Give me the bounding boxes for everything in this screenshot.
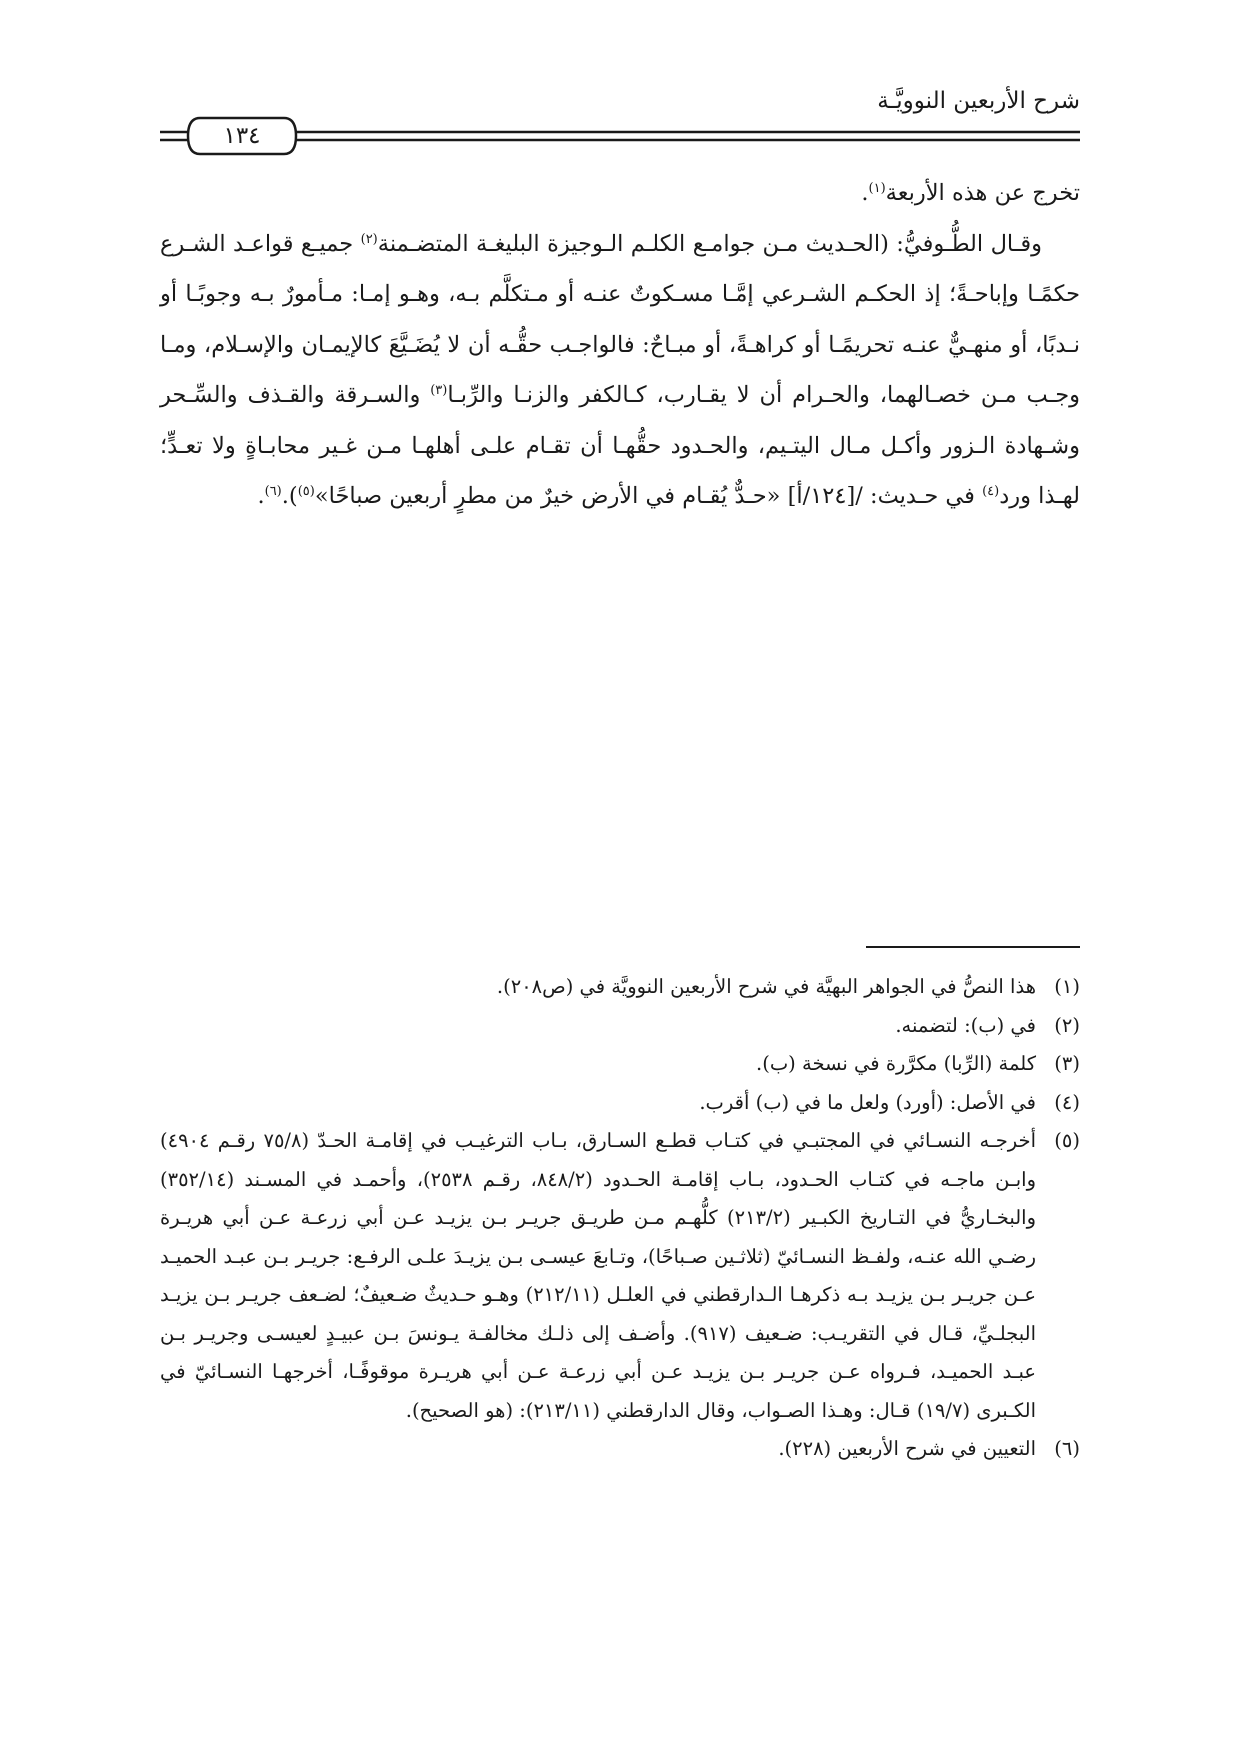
footnote-number: (٣) [1054, 1052, 1080, 1075]
footnote-ref-3[interactable]: (٣) [430, 383, 448, 398]
footnote-ref-2[interactable]: (٢) [360, 231, 378, 247]
header-rule [160, 128, 1080, 148]
footnote-ref-5[interactable]: (٥) [297, 484, 315, 499]
footnote-number: (٦) [1054, 1437, 1080, 1460]
footnote-5 [160, 1122, 1080, 1430]
footnote-ref-1[interactable]: (١) [868, 181, 886, 196]
footnote-6 [160, 1430, 1080, 1469]
paragraph-2-tail: . [257, 483, 265, 509]
footnote-text: في (ب): لتضمنه. [895, 1013, 1036, 1037]
footnote-3 [160, 1045, 1080, 1084]
paragraph-2 [160, 219, 1080, 522]
footnote-number: (٤) [1054, 1090, 1080, 1114]
footnote-ref-6[interactable]: (٦) [264, 484, 282, 499]
footnote-number: (٢) [1054, 1013, 1080, 1037]
footnote-text: هذا النصُّ في الجواهر البهيَّة في شرح الأربعين النوويَّة في (ص٢٠٨). [496, 975, 1036, 998]
paragraph-2-seg3: والسـرقة والقـذف والسِّـحر وشـهادة الـزور وأكـل مـال اليتـيم، والحـدود حقُّهـا أن تقـام علـى أهلهـا مـن غـير محابـاةٍ ولا تعـدٍّ؛ لهـذا ورد [160, 382, 1080, 509]
footnote-number: (١) [1054, 975, 1080, 998]
page-number: ١٣٤ [223, 123, 261, 149]
paragraph-2-seg1: وقـال الطُّـوفيُّ: (الحـديث مـن جوامـع الكلـم الـوجيزة البليغـة المتضـمنة [377, 230, 1042, 257]
footnote-4 [160, 1084, 1080, 1123]
footnote-number: (٥) [1054, 1129, 1080, 1152]
footnote-text: في الأصل: (أورد) ولعل ما في (ب) أقرب. [699, 1090, 1036, 1114]
running-title: شرح الأربعين النوويَّـة [877, 88, 1080, 114]
paragraph-1-tail: . [861, 180, 869, 206]
footnote-ref-4[interactable]: (٤) [982, 484, 1000, 499]
main-text [160, 168, 1080, 522]
paragraph-1 [160, 168, 1080, 219]
footnote-text: التعيين في شرح الأربعين (٢٢٨). [778, 1437, 1036, 1460]
footnote-text: أخرجـه النسـائي في المجتبـي في كتـاب قطـع السـارق، بـاب الترغيـب في إقامـة الحـدّ (٧٥/٨ رقـم ٤٩٠٤) وابـن ماجـه في كتـاب الحـدود، بـاب إقامـة الحـدود (٨٤٨/٢، رقـم ٢٥٣٨)، وأحمـد في المسـند (٣٥٢/١٤) والبخـاريُّ في التـاريخ الكبـير (٢١٣/٢) كلُّهـم مـن طريـق جريـر بـن يزيـد عـن أبي زرعـة عـن أبي هريـرة رضـي الله عنـه، ولفـظ النسـائيّ (ثلاثـين صـباحًا)، وتـابعَ عيسـى بـن يزيـدَ علـى الرفـع: جريـر بـن عبـد الحميـد عـن جريـر بـن يزيـد بـه ذكرهـا الـدارقطني في العلـل (٢١٢/١١) وهـو حـديثٌ ضـعيفٌ؛ لضـعف جريـر بـن يزيـد البجلـيِّ، قـال في التقريـب: ضـعيف (٩١٧). وأضـف إلى ذلـك مخالفـة يـونسَ بـن عبيـدٍ لعيسـى وجريـر بـن عبـد الحميـد، فـرواه عـن جريـر بـن يزيـد عـن أبي زرعـة عـن أبي هريـرة موقوفًـا، أخرجهـا النسـائيّ في الكـبرى (١٩/٧) قـال: وهـذا الصـواب، وقال الدارقطني (٢١٣/١١): (هو الصحيح). [160, 1129, 1036, 1422]
footnote-text: كلمة (الرِّبا) مكرَّرة في نسخة (ب). [756, 1052, 1036, 1075]
footnote-1 [160, 968, 1080, 1007]
paragraph-2-seg2: جميـع قواعـد الشـرع حكمًـا وإباحـةً؛ إذ الحكـم الشـرعي إمَّـا مسـكوتٌ عنـه أو مـتكلَّم بـه، وهـو إمـا: مـأمورٌ بـه وجوبًـا أو نـدبًا، أو منهـيٌّ عنـه تحريمًـا أو كراهـةً، أو مبـاحٌ: فالواجـب حقُّـه أن لا يُضَـيَّعَ كالإيمـان والإسـلام، ومـا وجـب مـن خصـالهما، والحـرام أن لا يقـارب، كـالكفر والزنـا والرِّبـا [160, 230, 1080, 408]
paragraph-2-seg4: في حـديث: /[١٢٤/أ] «حـدٌّ يُقـام في الأرض خيرٌ من مطرٍ أربعين صباحًا» [314, 483, 983, 509]
footnote-separator [866, 946, 1080, 948]
paragraph-1-text: تخرج عن هذه الأربعة [885, 180, 1080, 206]
paragraph-2-seg5: ). [281, 483, 298, 509]
footnote-2 [160, 1007, 1080, 1046]
footnotes [160, 968, 1080, 1469]
